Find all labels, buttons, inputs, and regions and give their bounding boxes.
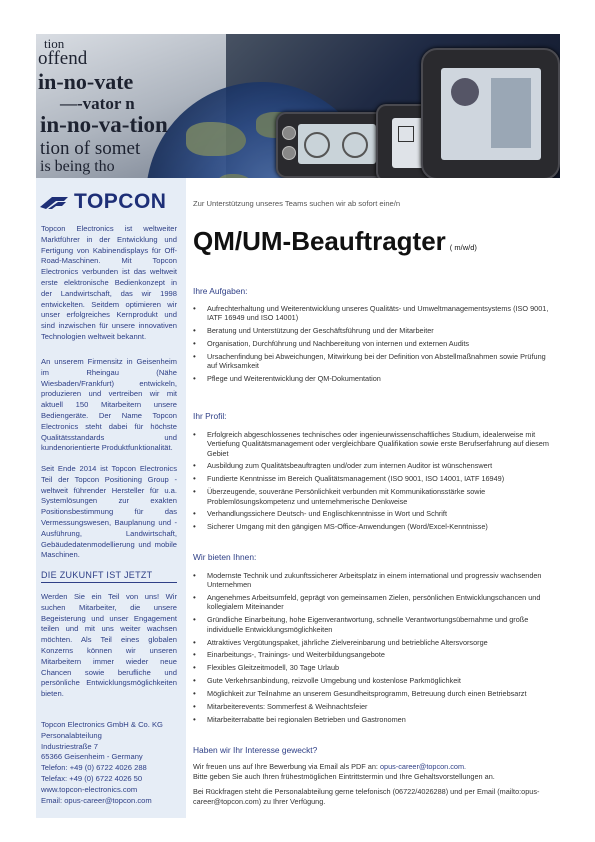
company-about-3: Seit Ende 2014 ist Topcon Electronics Teil der Topcon Positioning Group - weltweit führender Hersteller für u.a. Systemlösungen zur exakten Positionsbestimmung für das Vermessungswesen, Bauplanung und -Ausführung, Landwirtschaft, Gebäudedatenmodellierung und mobile Maschinen. xyxy=(41,464,177,560)
list-item: • Fundierte Kenntnisse im Bereich Qualitätsmanagement (ISO 9001, ISO 14001, IATF 16949) xyxy=(193,474,553,483)
company-about-2: An unserem Firmensitz in Geisenheim im Rheingau (Nähe Wiesbaden/Frankfurt) entwickeln, produzieren und vertreiben wir mit aktuell 150 Mitarbeitern unsere Bediengeräte. Der Name Topcon Electronics steht dabei für höchste Qualitätsstandards und kundenorientierte Produktfunktionalität. xyxy=(41,357,177,453)
questions-text: Bei Rückfragen steht die Personalabteilung gerne telefonisch (06722/4026288) und per Email (mailto:opus-career@topcon.com) zu Ihrer Verfügung. xyxy=(193,787,540,806)
list-item: • Pflege und Weiterentwicklung der QM-Dokumentation xyxy=(193,374,553,383)
contact-company: Topcon Electronics GmbH & Co. KG xyxy=(41,720,163,729)
list-item: • Einarbeitungs-, Trainings- und Weiterbildungsangebote xyxy=(193,650,553,659)
list-item: • Möglichkeit zur Teilnahme an unserem Gesundheitsprogramm, Betreuung durch einen Betriebsarzt xyxy=(193,689,553,698)
future-text: Werden Sie ein Teil von uns! Wir suchen Mitarbeiter, die unsere Begeisterung und unser Engagement teilen und mit uns weiter wachsen möchten. Als Teil eines globalen Konzerns können wir unseren Mitarbeitern immer wieder neue Chancen sowie berufliche und persönliche Entwicklungsmöglichkeiten bieten. xyxy=(41,592,177,699)
list-item: • Gute Verkehrsanbindung, reizvolle Umgebung und kostenlose Parkmöglichkeit xyxy=(193,676,553,685)
list-item: • Überzeugende, souveräne Persönlichkeit verbunden mit Kommunikationsstärke sowie Problemlösungskompetenz und unternehmerische Denkweise xyxy=(193,487,553,506)
job-title-suffix: ( m/w/d) xyxy=(449,243,477,252)
header-banner-image xyxy=(36,34,560,178)
apply-paragraph xyxy=(193,762,553,781)
intro-text: Zur Unterstützung unseres Teams suchen wir ab sofort eine/n xyxy=(193,199,401,208)
profile-heading: Ihr Profil: xyxy=(193,411,227,421)
job-title-text: QM/UM-Beauftragter xyxy=(193,226,446,256)
list-item: • Verhandlungssichere Deutsch- und Englischkenntnisse in Wort und Schrift xyxy=(193,509,553,518)
logo-text: TOPCON xyxy=(74,190,167,213)
interest-heading: Haben wir Ihr Interesse geweckt? xyxy=(193,745,318,755)
contact-block xyxy=(41,720,177,806)
list-item: • Aufrechterhaltung und Weiterentwicklung unseres Qualitäts- und Umweltmanagementsystems (ISO 9001, IATF 16949 und ISO 14001) xyxy=(193,304,553,323)
gauge-icon xyxy=(342,132,368,158)
contact-fax: Telefax: +49 (0) 6722 4026 50 xyxy=(41,773,143,783)
list-item: • Sicherer Umgang mit den gängigen MS-Office-Anwendungen (Word/Excel-Kenntnisse) xyxy=(193,522,553,531)
tasks-heading: Ihre Aufgaben: xyxy=(193,286,248,296)
list-item: • Flexibles Gleitzeitmodell, 30 Tage Urlaub xyxy=(193,663,553,672)
company-about-1: Topcon Electronics ist weltweiter Marktführer in der Entwicklung und Fertigung von Kabinendisplays für Off-Road-Maschinen. Mit Topcon Electronics verbunden ist das weltweit erste elektronische Bedienkonzept in der Landwirtschaft, das wir 1998 entwickelten. Seitdem optimieren wir unser erfolgreiches Kernprodukt und sind inzwischen für unsere innovativen Technologien weltweit bekannt. xyxy=(41,224,177,341)
offer-list xyxy=(193,571,553,728)
display-device-large xyxy=(421,48,560,178)
banner-word: —-vator n xyxy=(60,94,135,113)
banner-word: tion of somet xyxy=(40,138,141,159)
banner-word: in-no-va-tion xyxy=(40,112,168,137)
profile-list xyxy=(193,430,553,535)
list-item: • Attraktives Vergütungspaket, jährliche Zielvereinbarung und betriebliche Altersvorsorge xyxy=(193,638,553,647)
apply-text: Wir freuen uns auf Ihre Bewerbung via Email als PDF an: xyxy=(193,762,378,771)
list-item: • Modernste Technik und zukunftssicherer Arbeitsplatz in einem international und progressiv wachsenden Unternehmen xyxy=(193,571,553,590)
tasks-list xyxy=(193,304,553,387)
contact-street: Industriestraße 7 xyxy=(41,741,98,751)
apply-email-link[interactable]: opus-career@topcon.com. xyxy=(379,762,467,771)
offer-heading: Wir bieten Ihnen: xyxy=(193,552,257,562)
topcon-logo-icon xyxy=(38,193,70,211)
list-item: • Erfolgreich abgeschlossenes technisches oder ingenieurwissenschaftliches Studium, idealerweise mit Vertiefung Qualitätsmanagement oder vergleichbare Qualifikation sowie erste Berufserfahrung auf diesem Gebiet xyxy=(193,430,553,458)
list-item: • Mitarbeiterrabatte bei regionalen Betrieben und Gastronomen xyxy=(193,715,553,724)
banner-word: tion xyxy=(44,36,65,51)
list-item: • Mitarbeiterevents: Sommerfest & Weihnachtsfeier xyxy=(193,702,553,711)
contact-website-link[interactable]: www.topcon-electronics.com xyxy=(41,784,138,794)
list-item: • Ausbildung zum Qualitätsbeauftragten und/oder zum internen Auditor ist wünschenswert xyxy=(193,461,553,470)
list-item: • Beratung und Unterstützung der Geschäftsführung und der Mitarbeiter xyxy=(193,326,553,335)
contact-email-link[interactable]: Email: opus-career@topcon.com xyxy=(41,795,152,805)
contact-phone: Telefon: +49 (0) 6722 4026 288 xyxy=(41,763,147,773)
job-title xyxy=(193,226,477,257)
apply-text-2: Bitte geben Sie auch Ihren frühestmöglichen Eintrittstermin und Ihre Gehaltsvorstellungen an. xyxy=(193,771,495,781)
list-item: • Gründliche Einarbeitung, hohe Eigenverantwortung, schnelle Verantwortungsübernahme und große individuelle Entwicklungsmöglichkeiten xyxy=(193,615,553,634)
list-item: • Ursachenfindung bei Abweichungen, Mitwirkung bei der Definition von Abstellmaßnahmen sowie Prüfung auf Wirksamkeit xyxy=(193,352,553,371)
banner-word: in-no-vate xyxy=(38,69,134,94)
contact-city: 65366 Geisenheim - Germany xyxy=(41,752,143,762)
contact-dept: Personalabteilung xyxy=(41,730,102,740)
list-item: • Angenehmes Arbeitsumfeld, geprägt von gemeinsamen Zielen, persönlichen Entwicklungschancen und kollegialem Miteinander xyxy=(193,593,553,612)
gauge-icon xyxy=(304,132,330,158)
lock-icon xyxy=(398,126,414,142)
banner-word: offend xyxy=(38,48,88,69)
list-item: • Organisation, Durchführung und Nachbereitung von internen und externen Audits xyxy=(193,339,553,348)
bar-chart-icon xyxy=(491,78,531,148)
banner-word: is being tho xyxy=(40,158,115,175)
gauge-icon xyxy=(451,78,479,106)
future-heading: DIE ZUKUNFT IST JETZT xyxy=(41,570,177,583)
company-logo xyxy=(38,190,166,214)
